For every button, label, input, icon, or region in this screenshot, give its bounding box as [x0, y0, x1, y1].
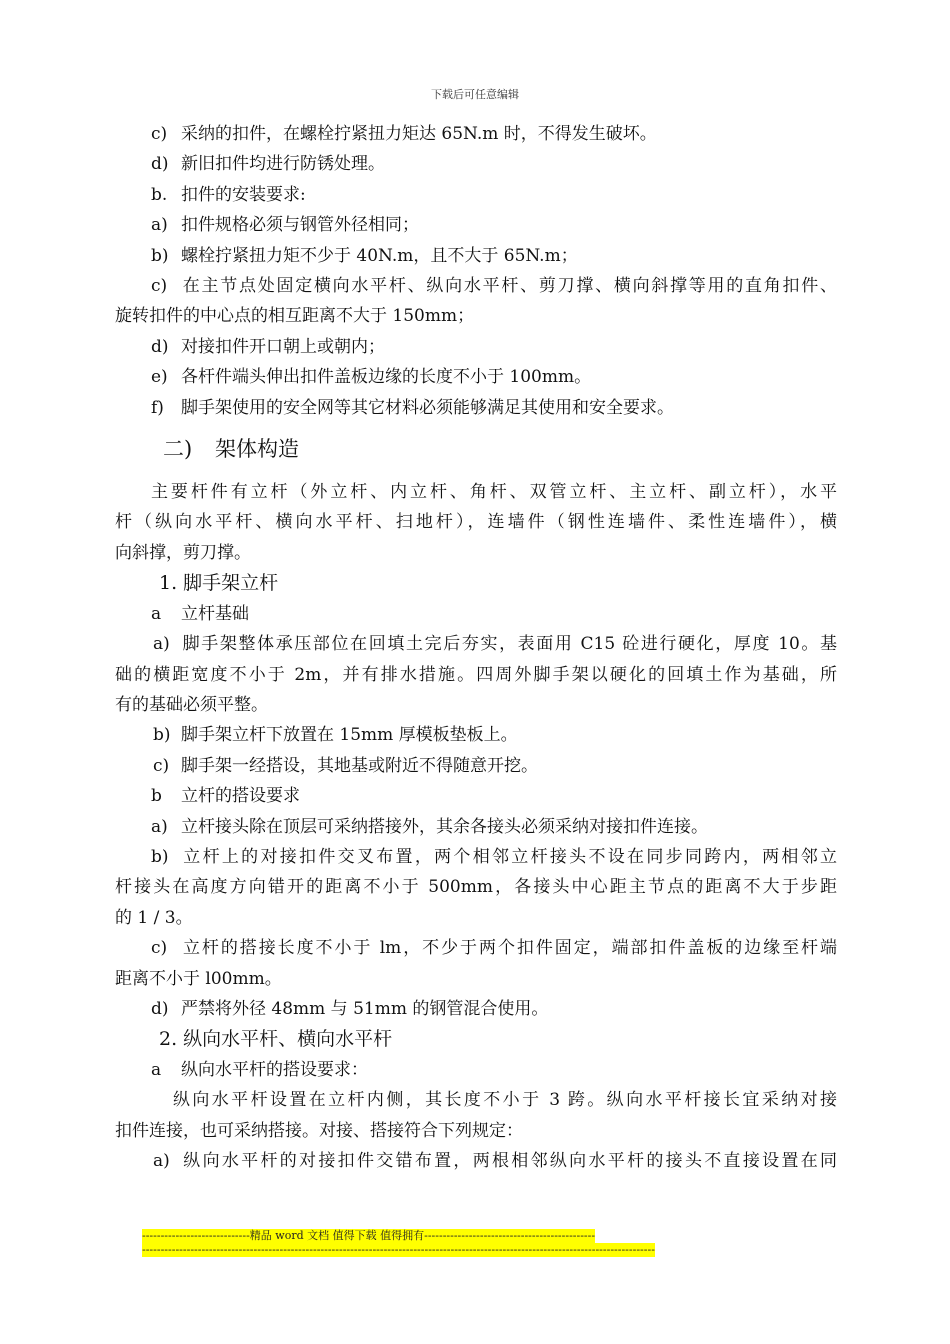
list-item	[115, 720, 837, 750]
list-item	[115, 1146, 837, 1176]
list-item	[115, 599, 837, 629]
list-text: 立杆上的对接扣件交叉布置，两个相邻立杆接头不设在同步同跨内，两相邻立	[181, 846, 837, 867]
list-item-continuation: 有的基础必须平整。	[115, 694, 268, 715]
list-marker: b	[151, 786, 162, 807]
page-footer	[142, 1229, 655, 1257]
list-marker: c)	[151, 276, 168, 297]
list-item	[115, 362, 837, 392]
paragraph-line: 扣件连接，也可采纳搭接。对接、搭接符合下列规定：	[115, 1120, 523, 1141]
list-marker: b)	[151, 846, 169, 867]
list-text: 在主节点处固定横向水平杆、纵向水平杆、剪刀撑、横向斜撑等用的直角扣件、	[181, 276, 837, 297]
list-item	[115, 393, 837, 423]
list-marker: c)	[151, 124, 168, 144]
list-marker: b)	[151, 245, 169, 266]
list-item	[115, 842, 837, 872]
list-marker: d)	[151, 336, 169, 357]
list-marker: c)	[151, 938, 168, 959]
list-marker: a)	[151, 215, 168, 236]
list-marker: d)	[151, 998, 169, 1019]
list-text: 立杆接头除在顶层可采纳搭接外，其余各接头必须采纳对接扣件连接。	[181, 816, 708, 837]
list-item-continuation: 础的横距宽度不小于 2m，并有排水措施。四周外脚手架以硬化的回填土作为基础，所	[115, 664, 837, 685]
list-item	[115, 180, 837, 210]
list-text: 立杆的搭设要求	[181, 786, 300, 807]
list-marker: c)	[153, 755, 170, 776]
paragraph-line: 纵向水平杆设置在立杆内侧，其长度不小于 3 跨。纵向水平杆接长宜采纳对接	[173, 1090, 837, 1111]
section-title: 架体构造	[215, 437, 299, 462]
section-number: 二)	[163, 437, 193, 462]
list-item	[115, 812, 837, 842]
list-item	[115, 271, 837, 301]
section-heading	[115, 434, 837, 464]
list-text: 对接扣件开口朝上或朝内；	[181, 336, 385, 357]
list-text: 纵向水平杆的搭设要求：	[181, 1059, 368, 1080]
list-item	[115, 994, 837, 1024]
list-text: 严禁将外径 48mm 与 51mm 的钢管混合使用。	[181, 998, 549, 1019]
subsection-heading: 1. 脚手架立杆	[159, 572, 279, 595]
paragraph-line: 主要杆件有立杆（外立杆、内立杆、角杆、双管立杆、主立杆、副立杆），水平	[151, 482, 837, 503]
paragraph-line: 向斜撑，剪刀撑。	[115, 542, 251, 563]
list-marker: a)	[151, 816, 168, 837]
list-text: 脚手架一经搭设，其地基或附近不得随意开挖。	[181, 755, 538, 776]
list-item	[115, 781, 837, 811]
list-text: 螺栓拧紧扭力矩不少于 40N.m，且不大于 65N.m；	[181, 245, 578, 266]
list-item-continuation: 旋转扣件的中心点的相互距离不大于 150mm；	[115, 306, 475, 327]
list-marker: a)	[153, 634, 170, 655]
list-item	[115, 1055, 837, 1085]
list-text: 脚手架立杆下放置在 15mm 厚模板垫板上。	[181, 725, 518, 746]
page-header: 下载后可任意编辑	[431, 88, 519, 101]
list-marker: d)	[151, 154, 169, 175]
list-item	[115, 933, 837, 963]
list-marker: f)	[151, 397, 164, 418]
list-text: 纵向水平杆的对接扣件交错布置，两根相邻纵向水平杆的接头不直接设置在同	[181, 1151, 837, 1171]
list-text: 脚手架整体承压部位在回填土完后夯实，表面用 C15 砼进行硬化，厚度 10。基	[181, 634, 837, 655]
list-marker: e)	[151, 367, 168, 388]
list-item	[115, 332, 837, 362]
list-text: 采纳的扣件，在螺栓拧紧扭力矩达 65N.m 时，不得发生破坏。	[181, 124, 657, 144]
list-item-continuation: 杆接头在高度方向错开的距离不小于 500mm，各接头中心距主节点的距离不大于步距	[115, 877, 837, 898]
list-marker: b)	[153, 725, 171, 746]
list-marker: a)	[153, 1151, 170, 1171]
footer-banner-line: -----------------------------精品 word 文档 值得下载 值得拥有----------------------------------------------	[142, 1229, 596, 1242]
footer-dash-line: ------------------------------------------------------------------------------------------------------------------------------------------	[142, 1243, 655, 1256]
list-item-continuation: 的 1 / 3。	[115, 907, 193, 928]
list-item	[115, 751, 837, 781]
list-item	[115, 629, 837, 659]
list-item	[115, 210, 837, 240]
list-item-continuation: 距离不小于 l00mm。	[115, 968, 282, 989]
list-text: 立杆基础	[181, 603, 249, 624]
list-text: 新旧扣件均进行防锈处理。	[181, 154, 385, 175]
list-text: 立杆的搭接长度不小于 lm，不少于两个扣件固定，端部扣件盖板的边缘至杆端	[181, 938, 837, 959]
list-marker: b.	[151, 184, 168, 205]
paragraph-line: 杆（纵向水平杆、横向水平杆、扫地杆），连墙件（钢性连墙件、柔性连墙件），横	[115, 512, 837, 533]
document-body	[115, 119, 837, 1176]
list-text: 扣件规格必须与钢管外径相同；	[181, 215, 419, 236]
list-item	[115, 149, 837, 179]
subsection-heading: 2. 纵向水平杆、横向水平杆	[159, 1028, 393, 1051]
list-item	[115, 119, 837, 149]
list-marker: a	[151, 1059, 162, 1080]
list-text: 脚手架使用的安全网等其它材料必须能够满足其使用和安全要求。	[181, 397, 674, 418]
list-marker: a	[151, 603, 162, 624]
list-item	[115, 241, 837, 271]
list-text: 扣件的安装要求:	[181, 184, 306, 205]
list-text: 各杆件端头伸出扣件盖板边缘的长度不小于 100mm。	[181, 367, 592, 388]
